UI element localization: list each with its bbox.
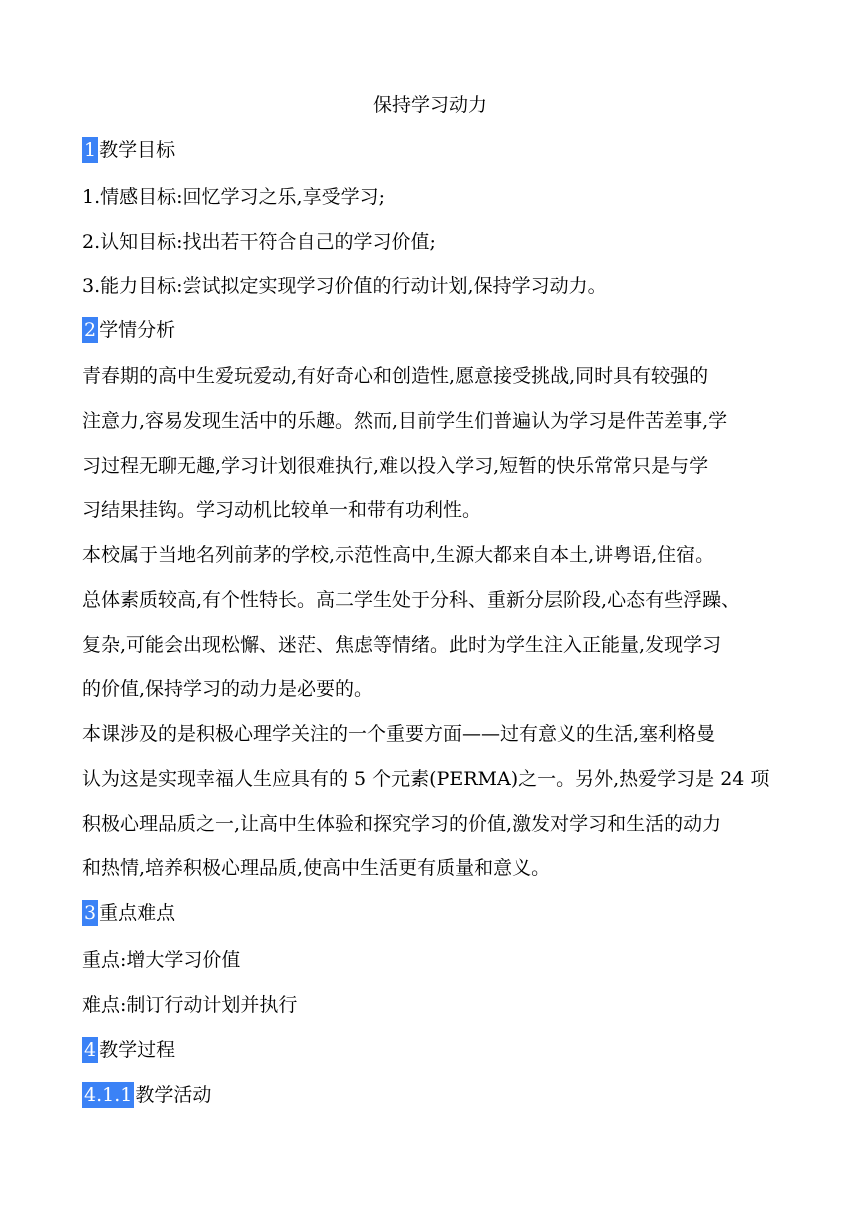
paragraph-line: 和热情,培养积极心理品质,使高中生活更有质量和意义。 xyxy=(82,857,551,879)
goal-line: 1.情感目标:回忆学习之乐,享受学习; xyxy=(82,186,385,208)
paragraph-line: 复杂,可能会出现松懈、迷茫、焦虑等情绪。此时为学生注入正能量,发现学习 xyxy=(82,634,722,656)
section-title: 教学过程 xyxy=(99,1039,176,1061)
section-title: 重点难点 xyxy=(99,902,176,924)
section-heading-4 xyxy=(82,1035,175,1065)
section-number: 1 xyxy=(84,139,97,161)
section-number: 4 xyxy=(84,1039,97,1061)
section-number: 2 xyxy=(84,319,97,341)
paragraph-line: 习过程无聊无趣,学习计划很难执行,难以投入学习,短暂的快乐常常只是与学 xyxy=(82,455,709,477)
subsection-heading-4-1-1 xyxy=(82,1080,211,1110)
paragraph-line: 本课涉及的是积极心理学关注的一个重要方面——过有意义的生活,塞利格曼 xyxy=(82,723,716,745)
section-title: 教学目标 xyxy=(99,139,176,161)
paragraph-line: 总体素质较高,有个性特长。高二学生处于分科、重新分层阶段,心态有些浮躁、 xyxy=(82,589,741,611)
paragraph-line: 认为这是实现幸福人生应具有的 5 个元素(PERMA)之一。另外,热爱学习是 24 项 xyxy=(82,768,770,790)
section-heading-2 xyxy=(82,315,175,345)
goal-line: 3.能力目标:尝试拟定实现学习价值的行动计划,保持学习动力。 xyxy=(82,275,607,297)
section-number: 3 xyxy=(84,902,97,924)
goal-line: 2.认知目标:找出若干符合自己的学习价值; xyxy=(82,231,436,253)
document-title: 保持学习动力 xyxy=(372,94,487,116)
paragraph-line: 青春期的高中生爱玩爱动,有好奇心和创造性,愿意接受挑战,同时具有较强的 xyxy=(82,365,709,387)
paragraph-line: 本校属于当地名列前茅的学校,示范性高中,生源大都来自本土,讲粤语,住宿。 xyxy=(82,544,715,566)
section-heading-1 xyxy=(82,135,175,165)
paragraph-line: 习结果挂钩。学习动机比较单一和带有功利性。 xyxy=(82,499,482,521)
paragraph-line: 的价值,保持学习的动力是必要的。 xyxy=(82,678,374,700)
paragraph-line: 注意力,容易发现生活中的乐趣。然而,目前学生们普遍认为学习是件苦差事,学 xyxy=(82,410,728,432)
section-heading-3 xyxy=(82,898,175,928)
key-point-line: 重点:增大学习价值 xyxy=(82,949,241,971)
section-title: 学情分析 xyxy=(99,319,176,341)
paragraph-line: 积极心理品质之一,让高中生体验和探究学习的价值,激发对学习和生活的动力 xyxy=(82,813,722,835)
section-title: 教学活动 xyxy=(135,1084,212,1106)
key-point-line: 难点:制订行动计划并执行 xyxy=(82,994,298,1016)
section-number: 4.1.1 xyxy=(84,1084,133,1106)
